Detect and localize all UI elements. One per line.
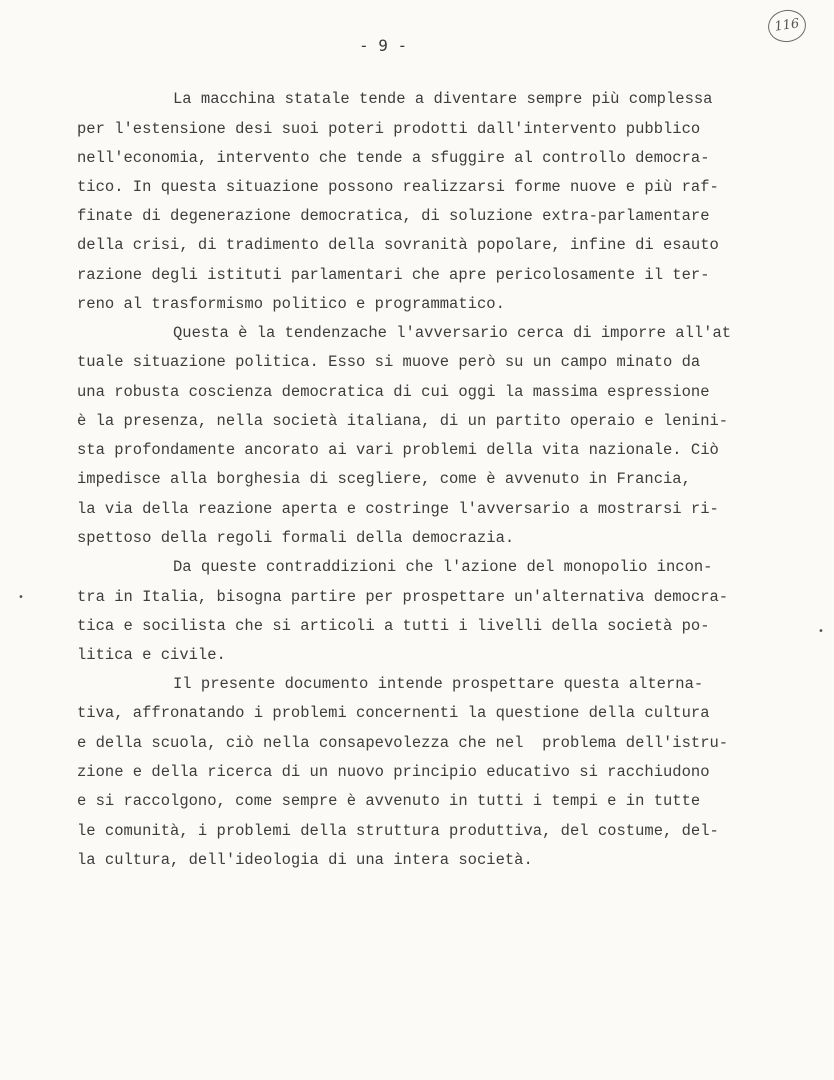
- text-line: La macchina statale tende a diventare sempre più complessa: [173, 90, 713, 108]
- text-line: tica e socilista che si articoli a tutti i livelli della società po-: [77, 617, 710, 635]
- text-line: la via della reazione aperta e costringe l'avversario a mostrarsi ri-: [77, 500, 719, 518]
- text-line: Il presente documento intende prospettare questa alterna-: [173, 675, 704, 693]
- text-line: razione degli istituti parlamentari che apre pericolosamente il ter-: [77, 266, 710, 284]
- text-line: tuale situazione politica. Esso si muove però su un campo minato da: [77, 353, 701, 371]
- text-line: impedisce alla borghesia di scegliere, come è avvenuto in Francia,: [77, 470, 691, 488]
- text-line: tiva, affronatando i problemi concernenti la questione della cultura: [77, 704, 710, 722]
- text-line: spettoso della regoli formali della democrazia.: [77, 529, 515, 547]
- text-line: è la presenza, nella società italiana, di un partito operaio e lenini-: [77, 412, 729, 430]
- page-number: - 9 -: [359, 36, 408, 55]
- text-line: e della scuola, ciò nella consapevolezza che nel problema dell'istru-: [77, 734, 729, 752]
- text-line: tico. In questa situazione possono realizzarsi forme nuove e più raf-: [77, 178, 719, 196]
- text-line: sta profondamente ancorato ai vari problemi della vita nazionale. Ciò: [77, 441, 719, 459]
- margin-dot-mark: •: [18, 592, 24, 603]
- text-line: litica e civile.: [77, 646, 226, 664]
- margin-dot-mark: •: [818, 626, 824, 637]
- text-line: reno al trasformismo politico e programmatico.: [77, 295, 505, 313]
- text-line: della crisi, di tradimento della sovranità popolare, infine di esauto: [77, 236, 719, 254]
- text-line: le comunità, i problemi della struttura produttiva, del costume, del-: [77, 822, 719, 840]
- text-line: la cultura, dell'ideologia di una intera società.: [77, 851, 533, 869]
- folio-stamp: 116: [766, 8, 808, 45]
- text-line: nell'economia, intervento che tende a sfuggire al controllo democra-: [77, 149, 710, 167]
- text-line: zione e della ricerca di un nuovo principio educativo si racchiudono: [77, 763, 710, 781]
- text-line: per l'estensione desi suoi poteri prodotti dall'intervento pubblico: [77, 120, 701, 138]
- text-line: Questa è la tendenzache l'avversario cerca di imporre all'at: [173, 324, 732, 342]
- text-line: finate di degenerazione democratica, di soluzione extra-parlamentare: [77, 207, 710, 225]
- text-line: e si raccolgono, come sempre è avvenuto in tutti i tempi e in tutte: [77, 792, 701, 810]
- text-line: una robusta coscienza democratica di cui oggi la massima espressione: [77, 383, 710, 401]
- text-line: tra in Italia, bisogna partire per prospettare un'alternativa democra-: [77, 588, 729, 606]
- text-line: Da queste contraddizioni che l'azione del monopolio incon-: [173, 558, 713, 576]
